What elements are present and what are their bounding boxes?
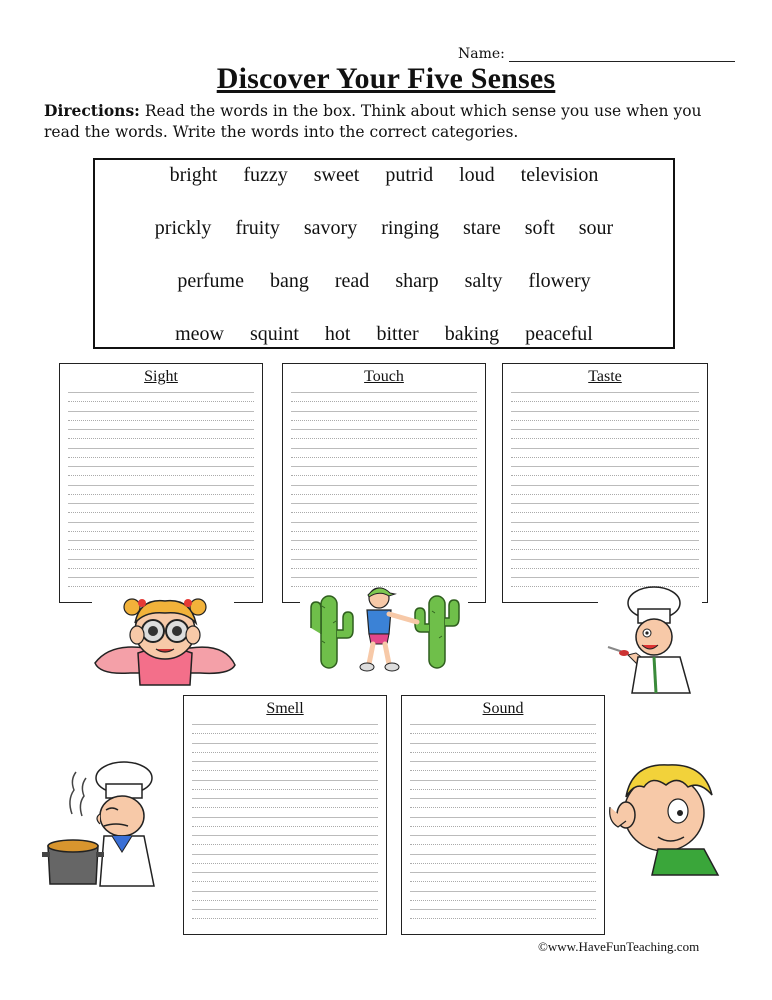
writing-line — [291, 429, 477, 430]
writing-guide-line — [511, 549, 699, 550]
writing-guide-line — [291, 457, 477, 458]
writing-guide-line — [410, 863, 596, 864]
writing-line — [410, 854, 596, 855]
writing-guide-line — [68, 401, 254, 402]
writing-line — [68, 559, 254, 560]
directions-label: Directions: — [44, 101, 140, 120]
writing-guide-line — [291, 568, 477, 569]
writing-line — [410, 724, 596, 725]
writing-line — [511, 485, 699, 486]
writing-line — [68, 448, 254, 449]
writing-guide-line — [192, 881, 378, 882]
name-blank-line[interactable] — [509, 47, 735, 62]
name-field[interactable] — [458, 46, 735, 62]
copyright-footer: ©www.HaveFunTeaching.com — [538, 939, 700, 954]
writing-line — [291, 411, 477, 412]
word: baking — [444, 323, 500, 345]
writing-guide-line — [511, 420, 699, 421]
chef-smelling-icon — [42, 760, 170, 890]
touch-box — [282, 363, 486, 603]
word: loud — [459, 164, 495, 186]
writing-line — [291, 448, 477, 449]
boy-listening-icon — [608, 757, 732, 877]
writing-guide-line — [410, 789, 596, 790]
writing-guide-line — [410, 844, 596, 845]
word: putrid — [385, 164, 434, 186]
writing-guide-line — [68, 438, 254, 439]
sound-heading: Sound — [482, 700, 524, 717]
worksheet-title: Discover Your Five Senses — [216, 62, 556, 95]
sight-box — [59, 363, 263, 603]
writing-line — [68, 466, 254, 467]
writing-guide-line — [291, 401, 477, 402]
writing-line — [410, 761, 596, 762]
smell-heading: Smell — [266, 700, 304, 717]
writing-guide-line — [192, 918, 378, 919]
word-row-3 — [95, 270, 673, 293]
writing-line — [192, 798, 378, 799]
writing-line — [291, 485, 477, 486]
writing-line — [192, 891, 378, 892]
writing-line — [511, 411, 699, 412]
writing-guide-line — [511, 401, 699, 402]
writing-guide-line — [410, 770, 596, 771]
writing-guide-line — [68, 512, 254, 513]
word: hot — [324, 323, 351, 345]
writing-guide-line — [511, 438, 699, 439]
sight-writing-lines[interactable] — [68, 392, 254, 592]
writing-guide-line — [291, 512, 477, 513]
writing-line — [192, 909, 378, 910]
directions — [44, 100, 734, 143]
sound-box — [401, 695, 605, 935]
writing-line — [68, 540, 254, 541]
writing-line — [511, 429, 699, 430]
writing-guide-line — [68, 475, 254, 476]
word: perfume — [177, 270, 244, 292]
word: squint — [250, 323, 299, 345]
writing-line — [410, 798, 596, 799]
writing-line — [291, 540, 477, 541]
taste-box — [502, 363, 708, 603]
writing-line — [511, 577, 699, 578]
writing-guide-line — [291, 420, 477, 421]
word: sweet — [313, 164, 360, 186]
word: soft — [524, 217, 555, 239]
writing-guide-line — [68, 549, 254, 550]
writing-guide-line — [410, 733, 596, 734]
writing-line — [68, 411, 254, 412]
writing-guide-line — [511, 475, 699, 476]
writing-guide-line — [511, 512, 699, 513]
sound-writing-lines[interactable] — [410, 724, 596, 924]
writing-line — [511, 503, 699, 504]
writing-line — [192, 724, 378, 725]
writing-line — [68, 522, 254, 523]
writing-guide-line — [291, 475, 477, 476]
writing-line — [410, 872, 596, 873]
writing-guide-line — [410, 918, 596, 919]
writing-line — [291, 522, 477, 523]
writing-line — [410, 780, 596, 781]
word-row-2 — [95, 217, 673, 240]
writing-guide-line — [192, 900, 378, 901]
writing-line — [192, 854, 378, 855]
writing-line — [511, 559, 699, 560]
writing-line — [511, 522, 699, 523]
word: bang — [270, 270, 309, 292]
word: fruity — [235, 217, 280, 239]
word: flowery — [528, 270, 591, 292]
writing-line — [192, 743, 378, 744]
writing-line — [511, 392, 699, 393]
word: ringing — [381, 217, 439, 239]
writing-guide-line — [192, 733, 378, 734]
writing-guide-line — [291, 494, 477, 495]
word: fuzzy — [243, 164, 288, 186]
sight-heading: Sight — [144, 368, 178, 385]
girl-binoculars-icon — [90, 593, 240, 688]
word: bitter — [376, 323, 419, 345]
word: sour — [578, 217, 614, 239]
writing-guide-line — [511, 568, 699, 569]
writing-line — [192, 780, 378, 781]
writing-guide-line — [68, 586, 254, 587]
writing-line — [410, 891, 596, 892]
writing-line — [410, 817, 596, 818]
writing-line — [192, 872, 378, 873]
writing-guide-line — [511, 494, 699, 495]
writing-line — [68, 503, 254, 504]
writing-line — [192, 761, 378, 762]
writing-line — [68, 429, 254, 430]
word: bright — [169, 164, 218, 186]
writing-guide-line — [291, 438, 477, 439]
touch-heading: Touch — [364, 368, 404, 385]
writing-line — [291, 466, 477, 467]
writing-line — [291, 503, 477, 504]
writing-guide-line — [192, 752, 378, 753]
writing-guide-line — [192, 789, 378, 790]
word-row-4 — [95, 323, 673, 346]
writing-line — [410, 743, 596, 744]
writing-guide-line — [192, 807, 378, 808]
writing-guide-line — [192, 863, 378, 864]
writing-line — [192, 835, 378, 836]
writing-guide-line — [291, 549, 477, 550]
writing-guide-line — [192, 844, 378, 845]
touch-writing-lines[interactable] — [291, 392, 477, 592]
word: salty — [464, 270, 503, 292]
writing-line — [511, 448, 699, 449]
writing-guide-line — [68, 531, 254, 532]
word-bank-box — [93, 158, 675, 349]
writing-line — [511, 466, 699, 467]
writing-line — [511, 540, 699, 541]
directions-text: Read the words in the box. Think about which sense you use when you read the words. Write the words into the correct categories. — [44, 102, 702, 141]
name-label: Name: — [458, 46, 505, 62]
writing-guide-line — [410, 900, 596, 901]
word: peaceful — [525, 323, 593, 345]
writing-line — [68, 485, 254, 486]
chef-tasting-icon — [598, 583, 704, 695]
word: stare — [462, 217, 501, 239]
taste-heading: Taste — [588, 368, 622, 385]
writing-guide-line — [410, 752, 596, 753]
writing-guide-line — [410, 826, 596, 827]
writing-guide-line — [291, 531, 477, 532]
writing-line — [68, 392, 254, 393]
smell-box — [183, 695, 387, 935]
smell-writing-lines[interactable] — [192, 724, 378, 924]
word: savory — [303, 217, 358, 239]
writing-guide-line — [68, 568, 254, 569]
taste-writing-lines[interactable] — [511, 392, 699, 592]
word: television — [520, 164, 599, 186]
word: meow — [175, 323, 225, 345]
writing-guide-line — [68, 457, 254, 458]
writing-line — [291, 392, 477, 393]
writing-guide-line — [68, 494, 254, 495]
writing-guide-line — [410, 881, 596, 882]
word: sharp — [395, 270, 439, 292]
writing-guide-line — [511, 531, 699, 532]
writing-line — [410, 909, 596, 910]
word: prickly — [154, 217, 212, 239]
word-row-1 — [95, 164, 673, 187]
writing-guide-line — [68, 420, 254, 421]
writing-line — [410, 835, 596, 836]
writing-guide-line — [410, 807, 596, 808]
writing-guide-line — [192, 826, 378, 827]
writing-line — [68, 577, 254, 578]
writing-line — [291, 559, 477, 560]
boy-cactus-icon — [305, 578, 465, 674]
word: read — [334, 270, 370, 292]
writing-line — [192, 817, 378, 818]
writing-guide-line — [511, 457, 699, 458]
writing-guide-line — [192, 770, 378, 771]
